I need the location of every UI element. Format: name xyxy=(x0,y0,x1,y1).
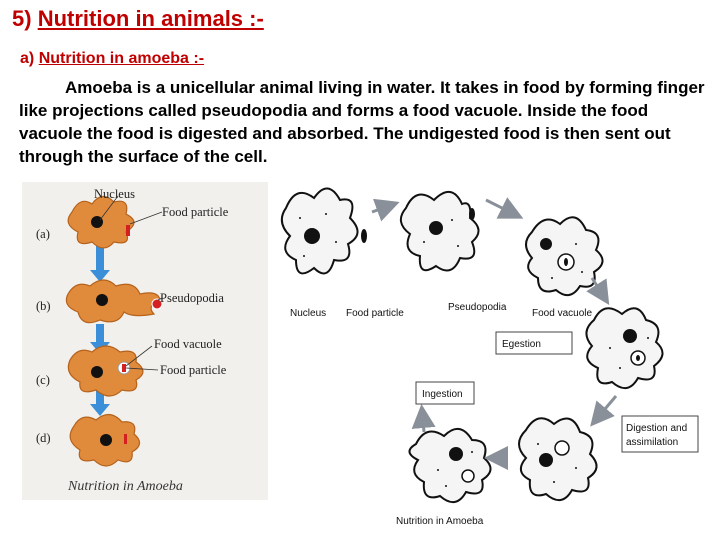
subheading-title: Nutrition in amoeba :- xyxy=(38,50,205,67)
digestion-label-2: assimilation xyxy=(626,437,679,448)
left-food-particle-2-label: Food particle xyxy=(160,363,227,377)
amoeba-4 xyxy=(586,308,662,388)
ingestion-label: Ingestion xyxy=(422,389,463,400)
stage-d-label: (d) xyxy=(36,431,51,445)
right-figure xyxy=(276,178,710,536)
left-figure-background xyxy=(22,182,268,500)
subheading-prefix: a) xyxy=(20,50,35,67)
amoeba-5 xyxy=(409,429,490,502)
amoeba-stage-a xyxy=(68,196,134,248)
right-pseudopodia-label: Pseudopodia xyxy=(448,302,507,313)
heading-title: Nutrition in animals :- xyxy=(37,6,264,31)
heading xyxy=(12,6,264,32)
right-food-vacuole-label: Food vacuole xyxy=(532,308,593,319)
amoeba-2 xyxy=(401,192,479,271)
digestion-label-1: Digestion and xyxy=(626,423,688,434)
amoeba-6 xyxy=(519,418,597,500)
ingestion-box xyxy=(416,382,474,404)
paragraph xyxy=(19,76,709,168)
paragraph-text: Amoeba is a unicellular animal living in water. It takes in food by forming finger like projections called pseudopodia and forms a food vacuole. Inside the food vacuole the food is digested and absorbed. The undigested food is then sent out through the surface of the cell. xyxy=(19,78,705,166)
left-food-particle-label: Food particle xyxy=(162,205,229,219)
right-nucleus-label: Nucleus xyxy=(290,308,327,319)
subheading xyxy=(20,50,204,68)
left-nucleus-label: Nucleus xyxy=(94,187,135,201)
amoeba-1 xyxy=(282,188,367,273)
stage-b-label: (b) xyxy=(36,299,51,313)
amoeba-stage-d xyxy=(70,414,139,466)
heading-number: 5) xyxy=(12,6,32,31)
right-food-particle-label: Food particle xyxy=(346,308,404,319)
digestion-box xyxy=(622,416,698,452)
left-pseudopodia-label: Pseudopodia xyxy=(160,291,224,305)
left-food-vacuole-label: Food vacuole xyxy=(154,337,222,351)
egestion-box xyxy=(496,332,572,354)
egestion-label: Egestion xyxy=(502,339,541,350)
left-figure-caption: Nutrition in Amoeba xyxy=(68,479,183,494)
stage-a-label: (a) xyxy=(36,227,50,241)
left-figure xyxy=(22,182,268,500)
stage-c-label: (c) xyxy=(36,373,50,387)
amoeba-3 xyxy=(526,217,603,295)
right-figure-caption: Nutrition in Amoeba xyxy=(396,516,484,527)
